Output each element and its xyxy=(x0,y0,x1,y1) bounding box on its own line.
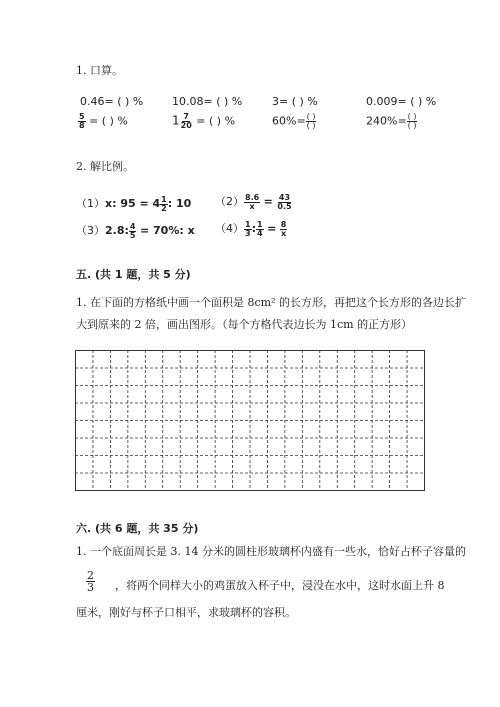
fraction: $\frac{43}{0.5}$ xyxy=(277,192,292,211)
q1-item-2: 10.08= ( ) % xyxy=(172,95,243,108)
section-5-line-2: 大到原来的 2 倍，画出图形。（每个方格代表边长为 1cm 的正方形） xyxy=(76,318,413,331)
q1-item-7: 60%= $\frac{( )}{( )}$ xyxy=(272,112,316,130)
q1-item-8: 240%= $\frac{( )}{( )}$ xyxy=(366,112,417,130)
q2-problem-2: （2） $\frac{8.6}{x}$ = $\frac{43}{0.5}$ xyxy=(215,192,292,211)
fraction: $\frac{4}{5}$ xyxy=(129,221,136,240)
fraction: $\frac{8}{x}$ xyxy=(280,219,287,238)
fraction: $\frac{( )}{( )}$ xyxy=(306,112,316,130)
fraction: $\frac{8.6}{x}$ xyxy=(245,192,260,211)
q2-problem-3: （3）2.8: $\frac{4}{5}$ = 70%: x xyxy=(76,221,195,240)
q1-title: 1. 口算。 xyxy=(76,64,123,77)
section-5-line-1: 1. 在下面的方格纸中画一个面积是 8cm² 的长方形，再把这个长方形的各边长扩 xyxy=(76,296,466,309)
q2-problem-4: （4） $\frac{1}{3}$ : $\frac{1}{4}$ = $\frac{8}{x}$ xyxy=(215,219,287,238)
fraction: $\frac{1}{2}$ xyxy=(161,194,167,213)
fraction: $\frac{5}{8}$ xyxy=(79,112,85,130)
fraction: $\frac{1}{4}$ xyxy=(256,219,263,238)
fraction: $\frac{( )}{( )}$ xyxy=(407,112,417,130)
q1-item-5: $\frac{5}{8}$ = ( ) % xyxy=(79,112,128,130)
section-6-line-3: 厘米，刚好与杯子口相平，求玻璃杯的容积。 xyxy=(76,606,296,619)
q1-item-1: 0.46= ( ) % xyxy=(80,95,144,108)
grid-paper[interactable] xyxy=(75,350,425,491)
grid-svg[interactable] xyxy=(75,350,425,491)
q2-title: 2. 解比例。 xyxy=(76,160,134,173)
fraction: $\frac{2}{3}$ xyxy=(87,569,94,594)
q1-item-3: 3= ( ) % xyxy=(272,95,318,108)
fraction: $\frac{7}{20}$ xyxy=(180,112,192,130)
section-6-fraction xyxy=(86,570,95,593)
q1-item-6: 1 $\frac{7}{20}$ = ( ) % xyxy=(172,112,236,130)
fraction: $\frac{1}{3}$ xyxy=(245,219,251,238)
section-6-line-2: ，将两个同样大小的鸡蛋放入杯子中，浸没在水中，这时水面上升 8 xyxy=(115,579,445,592)
section-5-heading: 五. (共 1 题，共 5 分) xyxy=(76,268,191,281)
section-6-line-1: 1. 一个底面周长是 3. 14 分米的圆柱形玻璃杯内盛有一些水，恰好占杯子容量的 xyxy=(76,545,466,558)
q2-problem-1: （1）x: 95 = 4 $\frac{1}{2}$ : 10 xyxy=(76,194,192,213)
section-6-heading: 六. (共 6 题，共 35 分) xyxy=(76,522,199,535)
q1-item-4: 0.009= ( ) % xyxy=(366,95,437,108)
